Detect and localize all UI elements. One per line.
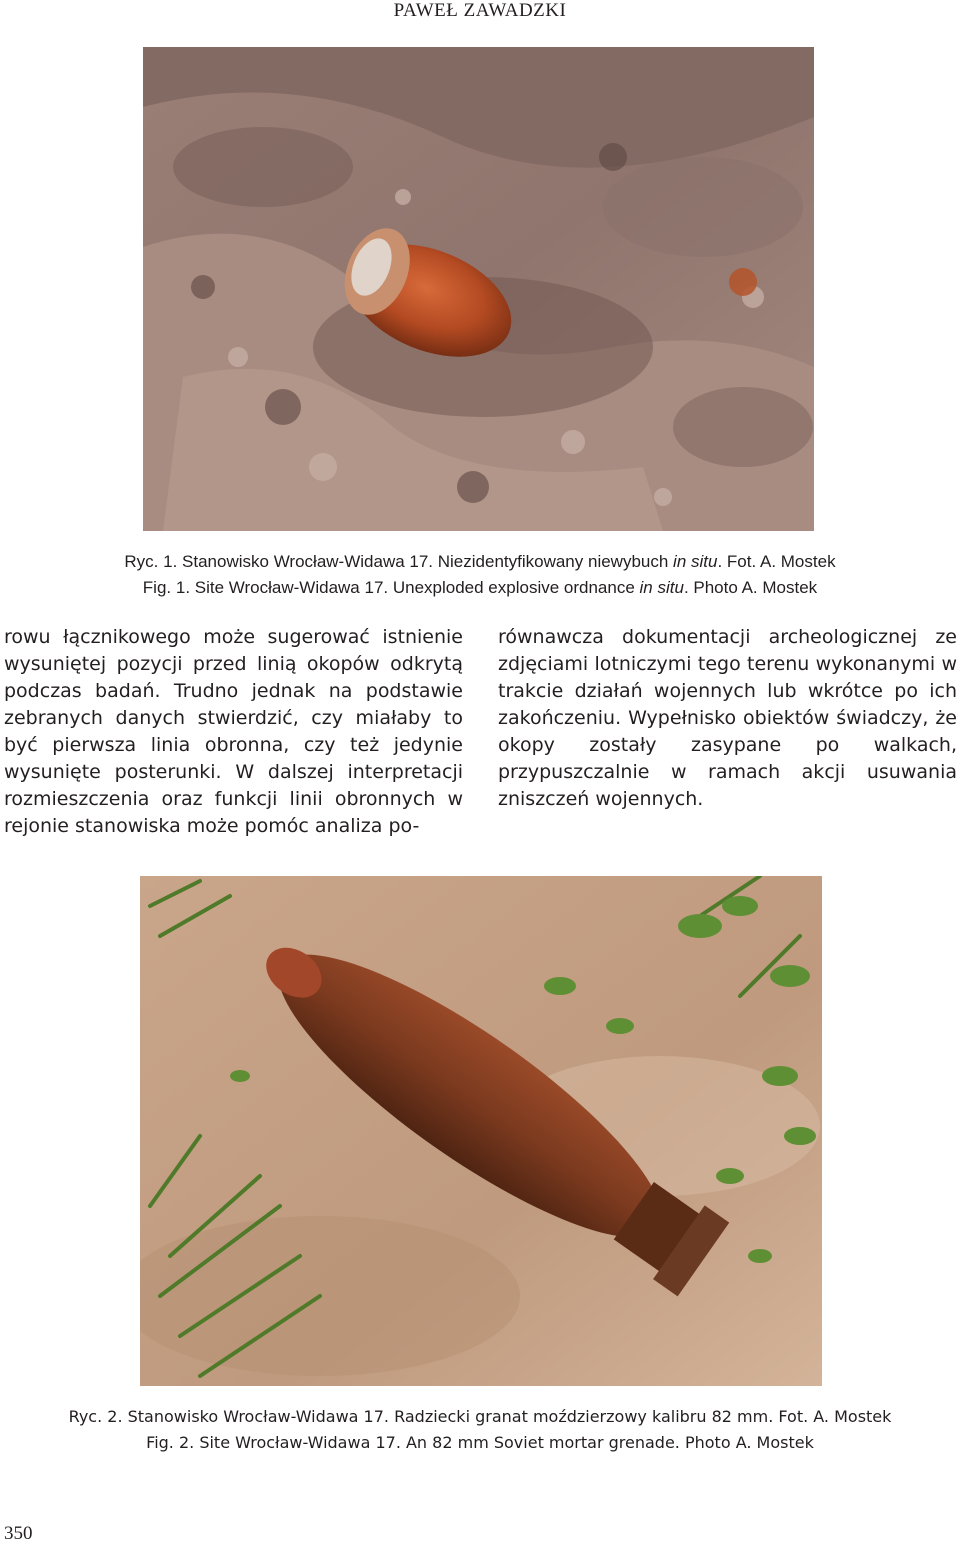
figure-1-caption-en: Fig. 1. Site Wrocław-Widawa 17. Unexploded explosive ordnance in situ. Photo A. Mostek	[142, 578, 818, 597]
figure-1-photo	[143, 47, 814, 531]
figure-1-caption	[0, 549, 960, 601]
figure-2-caption-pl: Ryc. 2. Stanowisko Wrocław-Widawa 17. Radziecki granat moździerzowy kalibru 82 mm. Fot. A. Mostek	[68, 1407, 892, 1426]
body-text-left-column: rowu łącznikowego może sugerować istnienie wysuniętej pozycji przed linią okopów odkrytą podczas badań. Trudno jednak na podstawie zebranych danych stwierdzić, czy miałaby to być pierwsza linia obronna, czy też jedynie wysunięte posterunki. W dalszej interpretacji rozmieszczenia oraz funkcji linii obronnych w rejonie stanowiska może pomóc analiza po-	[4, 626, 463, 837]
running-head: PAWEŁ ZAWADZKI	[393, 0, 567, 21]
body-text-right-column: równawcza dokumentacji archeologicznej ze zdjęciami lotniczymi tego terenu wykonanymi w trakcie działań wojennych lub wkrótce po ich zakończeniu. Wypełnisko obiektów świadczy, że okopy zostały zasypane po walkach, przypuszczalnie w ramach akcji usuwania zniszczeń wojennych.	[498, 626, 957, 810]
figure-2-caption	[0, 1404, 960, 1456]
page-number: 350	[4, 1523, 33, 1544]
figure-2-photo	[140, 876, 822, 1386]
figure-2-caption-en: Fig. 2. Site Wrocław-Widawa 17. An 82 mm Soviet mortar grenade. Photo A. Mostek	[146, 1433, 814, 1452]
figure-1-caption-pl: Ryc. 1. Stanowisko Wrocław-Widawa 17. Niezidentyfikowany niewybuch in situ. Fot. A. Mostek	[124, 552, 836, 571]
